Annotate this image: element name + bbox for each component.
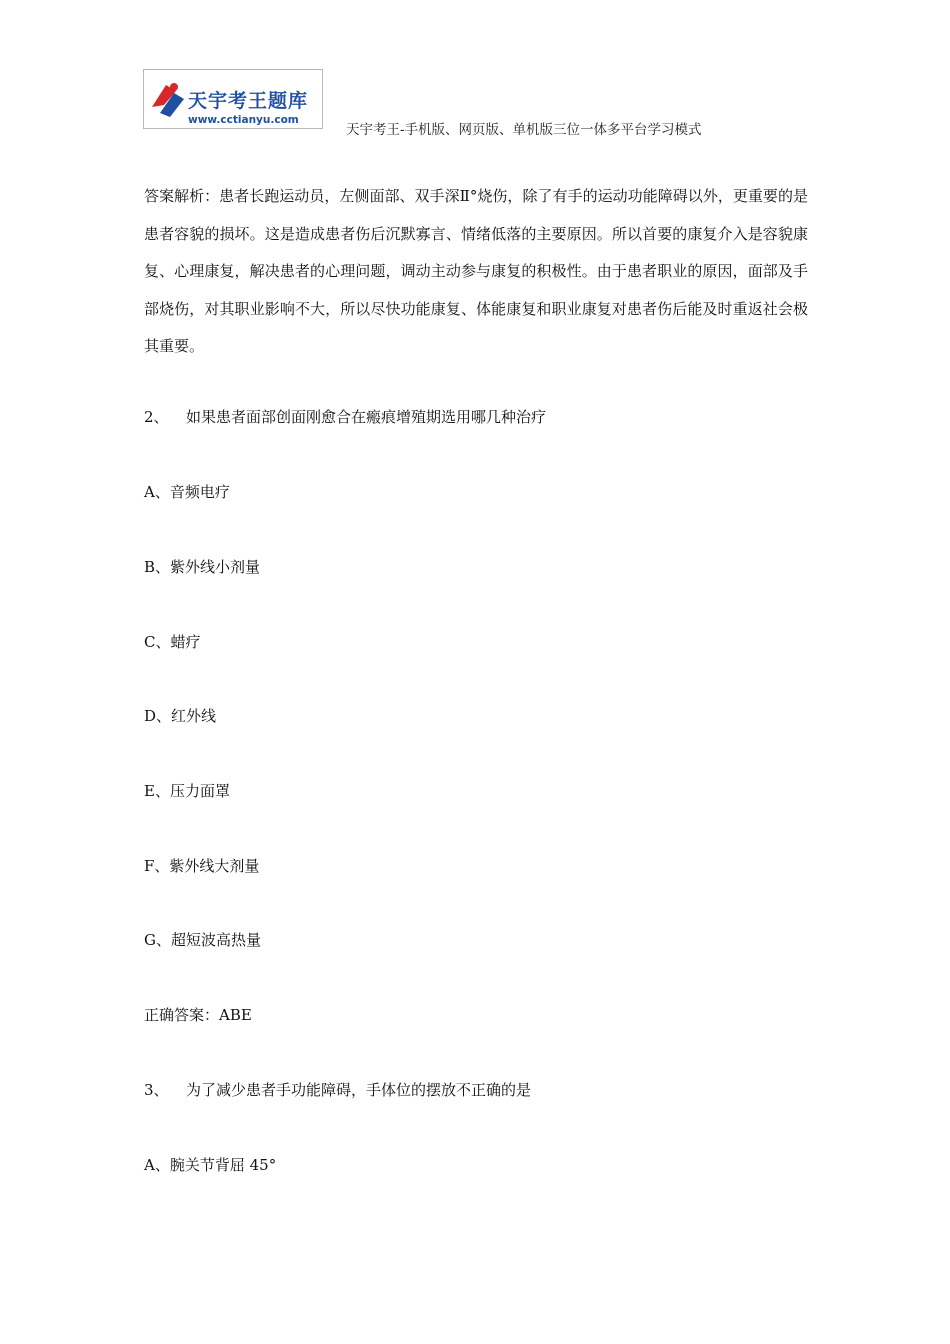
question-3	[144, 1079, 531, 1100]
logo-url: www.cctianyu.com	[188, 114, 299, 126]
option-f: F、紫外线大剂量	[144, 857, 260, 875]
option-d: D、红外线	[144, 707, 217, 725]
correct-answer: 正确答案：ABE	[144, 1006, 252, 1024]
question-number: 2、	[144, 408, 169, 426]
logo-title: 天宇考王题库	[188, 90, 309, 112]
question-text: 为了减少患者手功能障碍，手体位的摆放不正确的是	[186, 1081, 532, 1099]
logo-mark-icon	[146, 79, 188, 121]
option-a: A、腕关节背屈 45°	[144, 1156, 277, 1174]
header-tagline: 天宇考王-手机版、网页版、单机版三位一体多平台学习模式	[346, 122, 702, 138]
option-b: B、紫外线小剂量	[144, 558, 261, 576]
question-text: 如果患者面部创面刚愈合在瘢痕增殖期选用哪几种治疗	[186, 408, 547, 426]
option-a: A、音频电疗	[144, 483, 230, 501]
site-logo[interactable]	[143, 69, 323, 129]
option-c: C、蜡疗	[144, 633, 201, 651]
question-2	[144, 406, 546, 427]
option-g: G、超短波高热量	[144, 931, 261, 949]
question-number: 3、	[144, 1081, 169, 1099]
answer-analysis: 答案解析：患者长跑运动员，左侧面部、双手深Ⅱ°烧伤，除了有手的运动功能障碍以外，更重要的是患者容貌的损坏。这是造成患者伤后沉默寡言、情绪低落的主要原因。所以首要的康复介入是容貌康复、心理康复，解决患者的心理问题，调动主动参与康复的积极性。由于患者职业的原因，面部及手部烧伤，对其职业影响不大，所以尽快功能康复、体能康复和职业康复对患者伤后能及时重返社会极其重要。	[144, 187, 808, 355]
option-e: E、压力面罩	[144, 782, 230, 800]
